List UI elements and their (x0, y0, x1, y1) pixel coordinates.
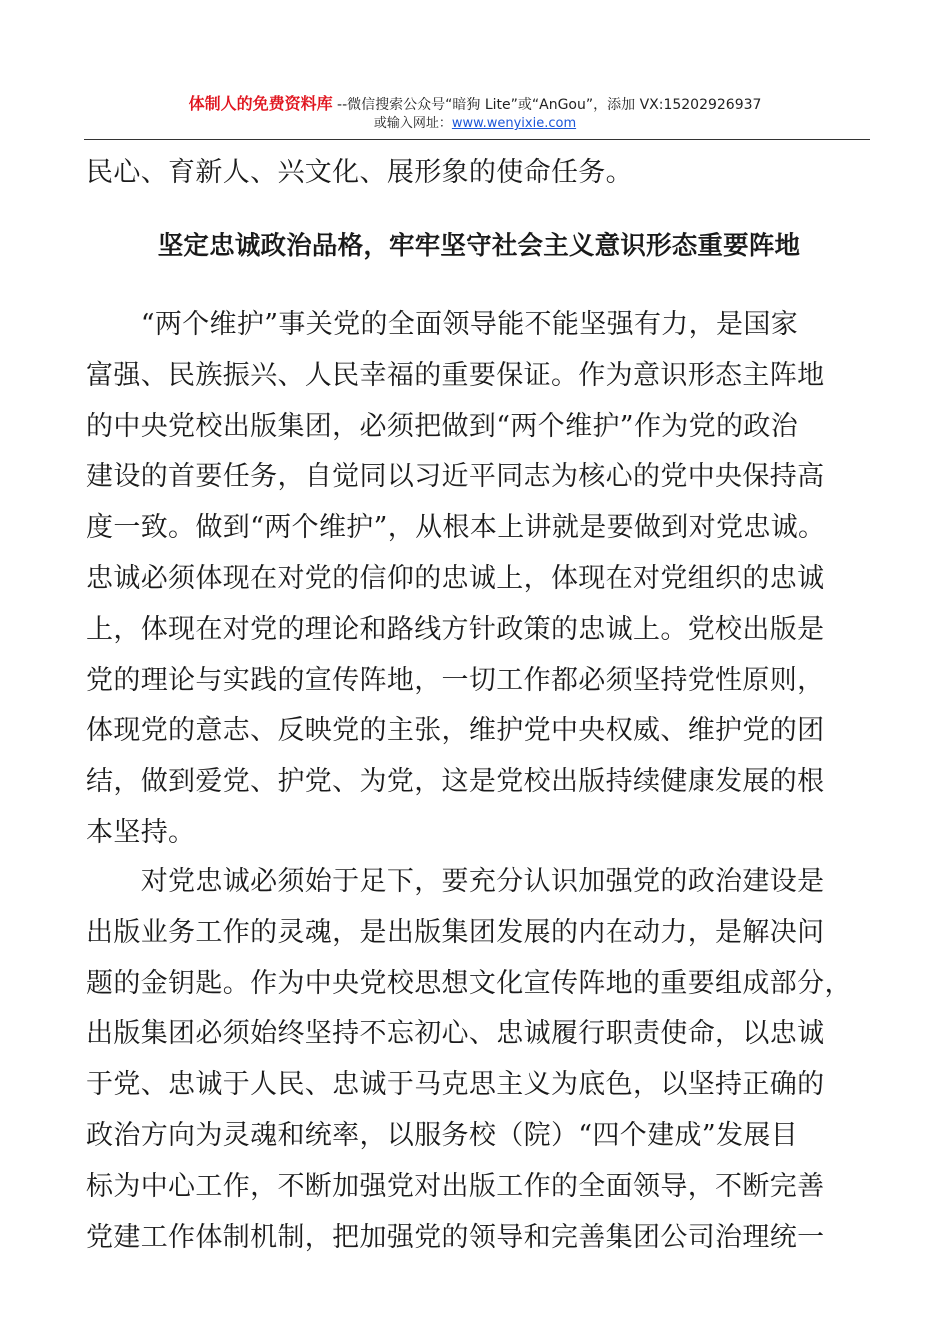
paragraph-line: 忠诚必须体现在对党的信仰的忠诚上，体现在对党组织的忠诚 (86, 562, 825, 594)
paragraph-line: 标为中心工作，不断加强党对出版工作的全面领导，不断完善 (86, 1170, 825, 1202)
paragraph-line: 结，做到爱党、护党、为党，这是党校出版持续健康发展的根 (86, 766, 825, 798)
paragraph-line: 富强、民族振兴、人民幸福的重要保证。作为意识形态主阵地 (86, 359, 825, 391)
header-contact-info: --微信搜索公众号“暗狗 Lite”或“AnGou”，添加 VX:15202926937 (332, 97, 762, 113)
paragraph-line: 的中央党校出版集团，必须把做到“两个维护”作为党的政治 (86, 410, 799, 442)
brand-name: 体制人的免费资料库 (188, 94, 333, 113)
paragraph-loyalty (86, 300, 872, 859)
paragraph-line: 对党忠诚必须始于足下，要充分认识加强党的政治建设是 (86, 866, 825, 897)
header-divider (84, 139, 870, 140)
paragraph-line: 度一致。做到“两个维护”，从根本上讲就是要做到对党忠诚。 (86, 512, 826, 544)
paragraph-line: 出版业务工作的灵魂，是出版集团发展的内在动力，是解决问 (86, 916, 825, 948)
website-link[interactable]: www.wenyixie.com (451, 116, 577, 131)
paragraph-line: 本坚持。 (86, 816, 196, 848)
paragraph-line: 党建工作体制机制，把加强党的领导和完善集团公司治理统一 (86, 1221, 825, 1253)
watermark-header (0, 94, 950, 133)
paragraph-action (86, 857, 872, 1263)
intro-paragraph-tail (86, 148, 872, 199)
header-url-line (0, 115, 950, 133)
paragraph-line: 建设的首要任务，自觉同以习近平同志为核心的党中央保持高 (86, 461, 825, 493)
header-promo-line (0, 94, 950, 115)
paragraph-line: 政治方向为灵魂和统率，以服务校（院）“四个建成”发展目 (86, 1119, 799, 1151)
paragraph-line: 上，体现在对党的理论和路线方针政策的忠诚上。党校出版是 (86, 613, 825, 645)
paragraph-line: 党的理论与实践的宣传阵地，一切工作都必须坚持党性原则， (86, 664, 825, 696)
paragraph-line: 出版集团必须始终坚持不忘初心、忠诚履行职责使命，以忠诚 (86, 1018, 825, 1050)
section-heading: 坚定忠诚政治品格，牢牢坚守社会主义意识形态重要阵地 (157, 231, 801, 261)
paragraph-line: 题的金钥匙。作为中央党校思想文化宣传阵地的重要组成部分， (86, 967, 852, 999)
paragraph-line: “两个维护”事关党的全面领导能不能坚强有力，是国家 (86, 309, 799, 340)
paragraph-line: 体现党的意志、反映党的主张，维护党中央权威、维护党的团 (86, 715, 825, 747)
paragraph-line: 于党、忠诚于人民、忠诚于马克思主义为底色，以坚持正确的 (86, 1069, 825, 1101)
url-prefix: 或输入网址： (373, 116, 452, 131)
paragraph-line: 民心、育新人、兴文化、展形象的使命任务。 (86, 157, 633, 188)
